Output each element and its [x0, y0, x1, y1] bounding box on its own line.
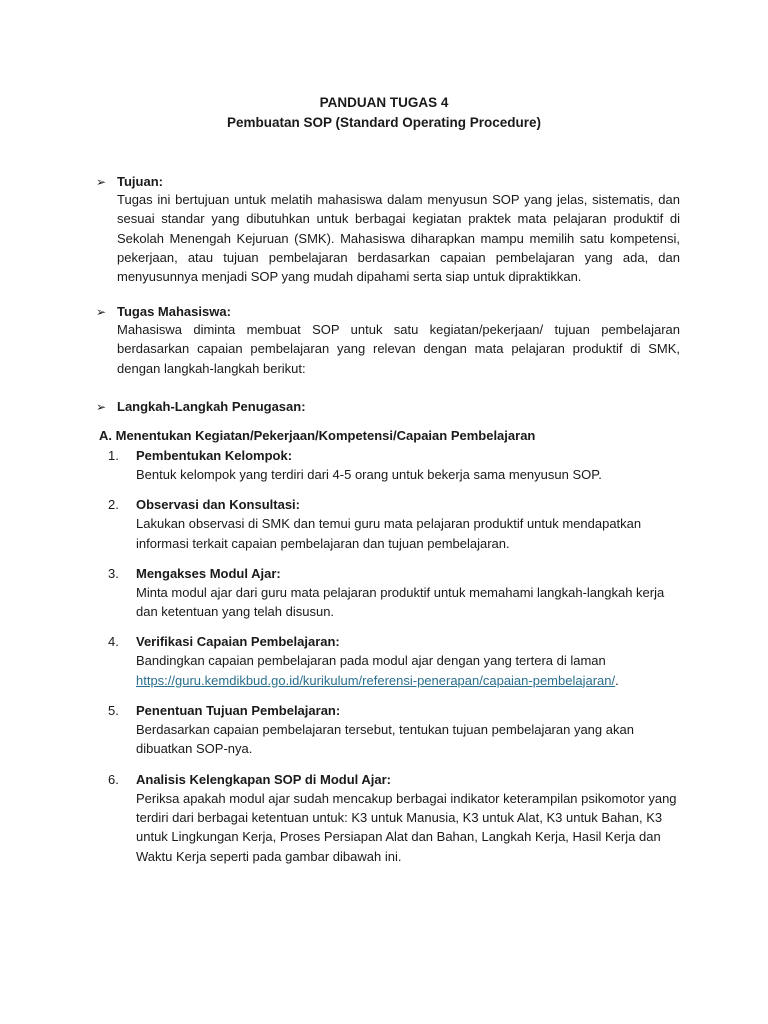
step-number: 1.	[108, 448, 119, 463]
step-number: 5.	[108, 703, 119, 719]
step-text: Berdasarkan capaian pembelajaran tersebut, tentukan tujuan pembelajaran yang akan dibuatkan SOP-nya.	[136, 722, 634, 757]
step-title: Penentuan Tujuan Pembelajaran:	[136, 703, 341, 719]
arrow-bullet-icon: ➢	[96, 305, 107, 319]
list-item	[108, 701, 688, 759]
list-item	[108, 495, 688, 553]
step-title: Mengakses Modul Ajar:	[136, 565, 281, 581]
section-body-tugas: Mahasiswa diminta membuat SOP untuk satu kegiatan/pekerjaan/ tujuan pembelajaran berdasarkan capaian pembelajaran yang relevan dengan mata pelajaran produktif di SMK, dengan langkah-langkah berikut:	[117, 322, 680, 376]
step-text: Bentuk kelompok yang terdiri dari 4-5 orang untuk bekerja sama menyusun SOP.	[136, 467, 602, 482]
step-number: 4.	[108, 634, 119, 650]
step-number: 3.	[108, 565, 119, 581]
list-item	[108, 564, 688, 622]
list-item	[108, 446, 688, 484]
step-text-lead: Bandingkan capaian pembelajaran pada modul ajar dengan yang tertera di laman	[136, 653, 606, 669]
part-a-heading: A. Menentukan Kegiatan/Pekerjaan/Kompetensi/Capaian Pembelajaran	[99, 428, 536, 443]
step-number: 2.	[108, 497, 119, 513]
step-title: Pembentukan Kelompok:	[136, 448, 293, 463]
section-tujuan	[96, 174, 680, 286]
step-text: Lakukan observasi di SMK dan temui guru mata pelajaran produktif untuk mendapatkan informasi terkait capaian pembelajaran dan tujuan pembelajaran.	[136, 516, 642, 551]
step-number: 6.	[108, 771, 119, 787]
document-title: PANDUAN TUGAS 4	[319, 95, 449, 110]
document-subtitle: Pembuatan SOP (Standard Operating Procedure)	[226, 115, 542, 130]
section-title-langkah: Langkah-Langkah Penugasan:	[117, 399, 306, 414]
section-title-tujuan: Tujuan:	[117, 174, 163, 189]
section-title-tugas: Tugas Mahasiswa:	[117, 304, 231, 319]
step-title: Verifikasi Capaian Pembelajaran:	[136, 634, 340, 650]
capaian-pembelajaran-link[interactable]: https://guru.kemdikbud.go.id/kurikulum/referensi-penerapan/capaian-pembelajaran/	[136, 672, 616, 688]
list-item	[108, 632, 688, 690]
section-body-tujuan: Tugas ini bertujuan untuk melatih mahasiswa dalam menyusun SOP yang jelas, sistematis, dan sesuai standar yang dibutuhkan untuk berbagai kegiatan praktek mata pelajaran produktif di Sekolah Menengah Kejuruan (SMK). Mahasiswa diharapkan mampu memilih satu kompetensi, pekerjaan, atau tujuan pembelajaran berdasarkan capaian pembelajaran yang ada, dan menyusunnya menjadi SOP yang mudah dipahami serta siap untuk dipraktikkan.	[117, 192, 680, 285]
section-langkah-penugasan	[96, 399, 680, 414]
step-text: Periksa apakah modul ajar sudah mencakup berbagai indikator keterampilan psikomotor yang terdiri dari berbagai ketentuan untuk: K3 untuk Manusia, K3 untuk Alat, K3 untuk Bahan, K3 untuk Lingkungan Kerja, Proses Persiapan Alat dan Bahan, Langkah Kerja, Hasil Kerja dan Waktu Kerja seperti pada gambar dibawah ini.	[136, 790, 677, 864]
step-text: Minta modul ajar dari guru mata pelajaran produktif untuk memahami langkah-langkah kerja dan ketentuan yang telah disusun.	[136, 584, 665, 620]
arrow-bullet-icon: ➢	[96, 400, 107, 414]
section-tugas-mahasiswa	[96, 304, 680, 378]
steps-list	[108, 446, 688, 877]
list-item	[108, 770, 688, 866]
arrow-bullet-icon: ➢	[96, 175, 107, 189]
step-title: Observasi dan Konsultasi:	[136, 497, 300, 513]
step-text-tail: .	[615, 672, 619, 688]
step-text	[136, 651, 688, 690]
step-title: Analisis Kelengkapan SOP di Modul Ajar:	[136, 771, 391, 787]
